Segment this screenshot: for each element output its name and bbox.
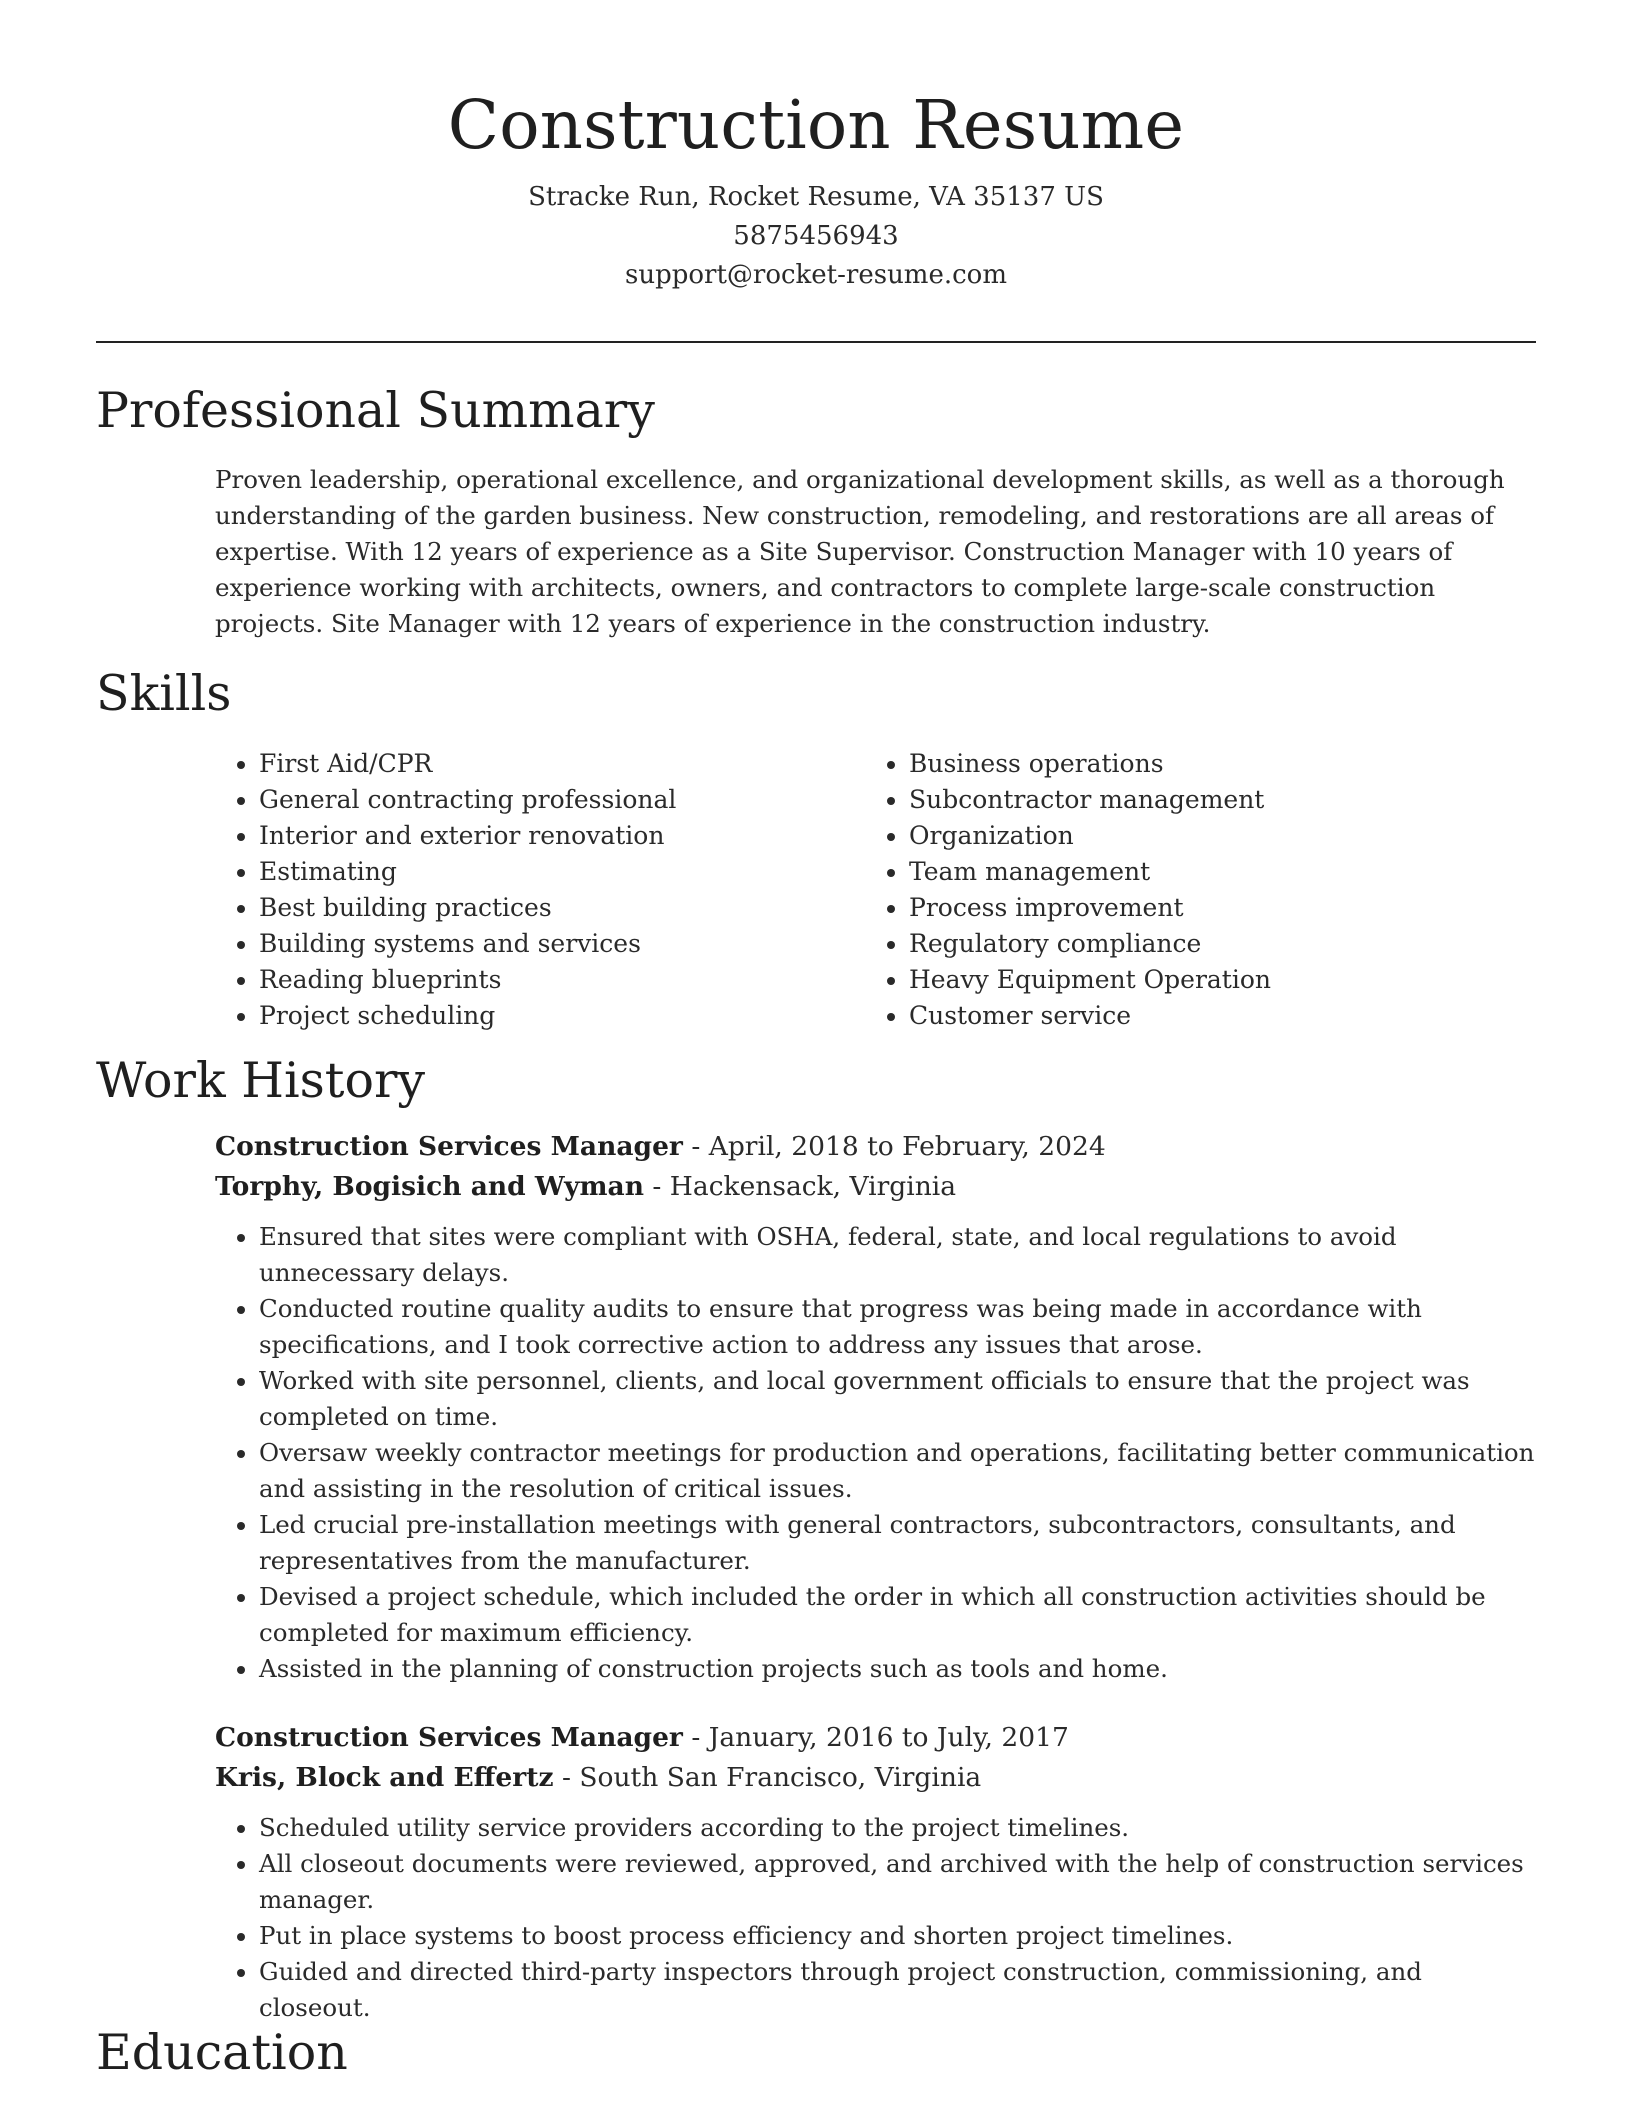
job-bullet: • Put in place systems to boost process efficiency and shorten project timelines. bbox=[259, 1918, 1535, 1954]
resume-header bbox=[96, 80, 1536, 295]
skill-item: • Project scheduling bbox=[259, 998, 865, 1034]
skill-item: • Team management bbox=[909, 854, 1509, 890]
professional-summary-text: Proven leadership, operational excellence, and organizational development skills, as well as a thorough understanding of the garden business. New construction, remodeling, and restorations are all areas of expertise. With 12 years of experience as a Site Supervisor. Construction Manager with 10 years of experience working with architects, owners, and contractors to complete large-scale construction projects. Site Manager with 12 years of experience in the construction industry. bbox=[215, 465, 1505, 638]
job-dates: - April, 2018 to February, 2024 bbox=[691, 1131, 1106, 1162]
work-history-title: Work History bbox=[96, 1052, 426, 1109]
job-location: - South San Francisco, Virginia bbox=[562, 1762, 982, 1793]
skill-item: • Process improvement bbox=[909, 890, 1509, 926]
job-entry-1 bbox=[215, 1127, 1535, 1687]
skills-left-column bbox=[215, 746, 865, 1034]
skill-item: • Organization bbox=[909, 818, 1509, 854]
job-bullet-list bbox=[215, 1219, 1535, 1687]
skill-item: • Subcontractor management bbox=[909, 782, 1509, 818]
job-company-line bbox=[215, 1167, 1535, 1207]
job-bullet: • Scheduled utility service providers according to the project timelines. bbox=[259, 1810, 1535, 1846]
skills-right-column bbox=[865, 746, 1509, 1034]
job-bullet: • Conducted routine quality audits to ensure that progress was being made in accordance with specifications, and I took corrective action to address any issues that arose. bbox=[259, 1291, 1535, 1363]
skills-grid bbox=[215, 746, 1535, 1034]
skill-item: • Customer service bbox=[909, 998, 1509, 1034]
job-bullet: • Oversaw weekly contractor meetings for production and operations, facilitating better communication and assisting in the resolution of critical issues. bbox=[259, 1435, 1535, 1507]
skill-item: • Heavy Equipment Operation bbox=[909, 962, 1509, 998]
skill-item: • Building systems and services bbox=[259, 926, 865, 962]
job-company-line bbox=[215, 1758, 1535, 1798]
skills-title: Skills bbox=[96, 665, 232, 722]
job-location: - Hackensack, Virginia bbox=[652, 1171, 957, 1202]
skill-item: • Regulatory compliance bbox=[909, 926, 1509, 962]
skill-item: • Estimating bbox=[259, 854, 865, 890]
job-bullet: • Ensured that sites were compliant with OSHA, federal, state, and local regulations to avoid unnecessary delays. bbox=[259, 1219, 1535, 1291]
job-entry-2 bbox=[215, 1718, 1535, 2026]
job-bullet: • Worked with site personnel, clients, and local government officials to ensure that the project was completed on time. bbox=[259, 1363, 1535, 1435]
education-title: Education bbox=[96, 2024, 348, 2081]
job-company: Torphy, Bogisich and Wyman bbox=[215, 1171, 644, 1202]
skill-item: • Best building practices bbox=[259, 890, 865, 926]
skill-item: • Business operations bbox=[909, 746, 1509, 782]
job-dates: - January, 2016 to July, 2017 bbox=[691, 1722, 1069, 1753]
job-role: Construction Services Manager bbox=[215, 1131, 683, 1162]
skill-item: • First Aid/CPR bbox=[259, 746, 865, 782]
job-role-line bbox=[215, 1718, 1535, 1758]
job-bullet: • Guided and directed third-party inspectors through project construction, commissioning, and closeout. bbox=[259, 1954, 1535, 2026]
contact-details bbox=[96, 178, 1536, 295]
contact-email: support@rocket-resume.com bbox=[624, 260, 1007, 290]
job-bullet-list bbox=[215, 1810, 1535, 2026]
job-bullet: • Assisted in the planning of construction projects such as tools and home. bbox=[259, 1651, 1535, 1687]
job-bullet: • All closeout documents were reviewed, approved, and archived with the help of construction services manager. bbox=[259, 1846, 1535, 1918]
job-bullet: • Devised a project schedule, which included the order in which all construction activities should be completed for maximum efficiency. bbox=[259, 1579, 1535, 1651]
contact-address: Stracke Run, Rocket Resume, VA 35137 US bbox=[528, 182, 1104, 212]
resume-title: Construction Resume bbox=[447, 86, 1185, 164]
job-role: Construction Services Manager bbox=[215, 1722, 683, 1753]
skill-item: • Reading blueprints bbox=[259, 962, 865, 998]
job-role-line bbox=[215, 1127, 1535, 1167]
contact-phone: 5875456943 bbox=[733, 221, 899, 251]
job-bullet: • Led crucial pre-installation meetings with general contractors, subcontractors, consultants, and representatives from the manufacturer. bbox=[259, 1507, 1535, 1579]
professional-summary-title: Professional Summary bbox=[96, 382, 655, 439]
header-divider bbox=[96, 341, 1536, 343]
skill-item: • General contracting professional bbox=[259, 782, 865, 818]
job-company: Kris, Block and Effertz bbox=[215, 1762, 554, 1793]
skill-item: • Interior and exterior renovation bbox=[259, 818, 865, 854]
